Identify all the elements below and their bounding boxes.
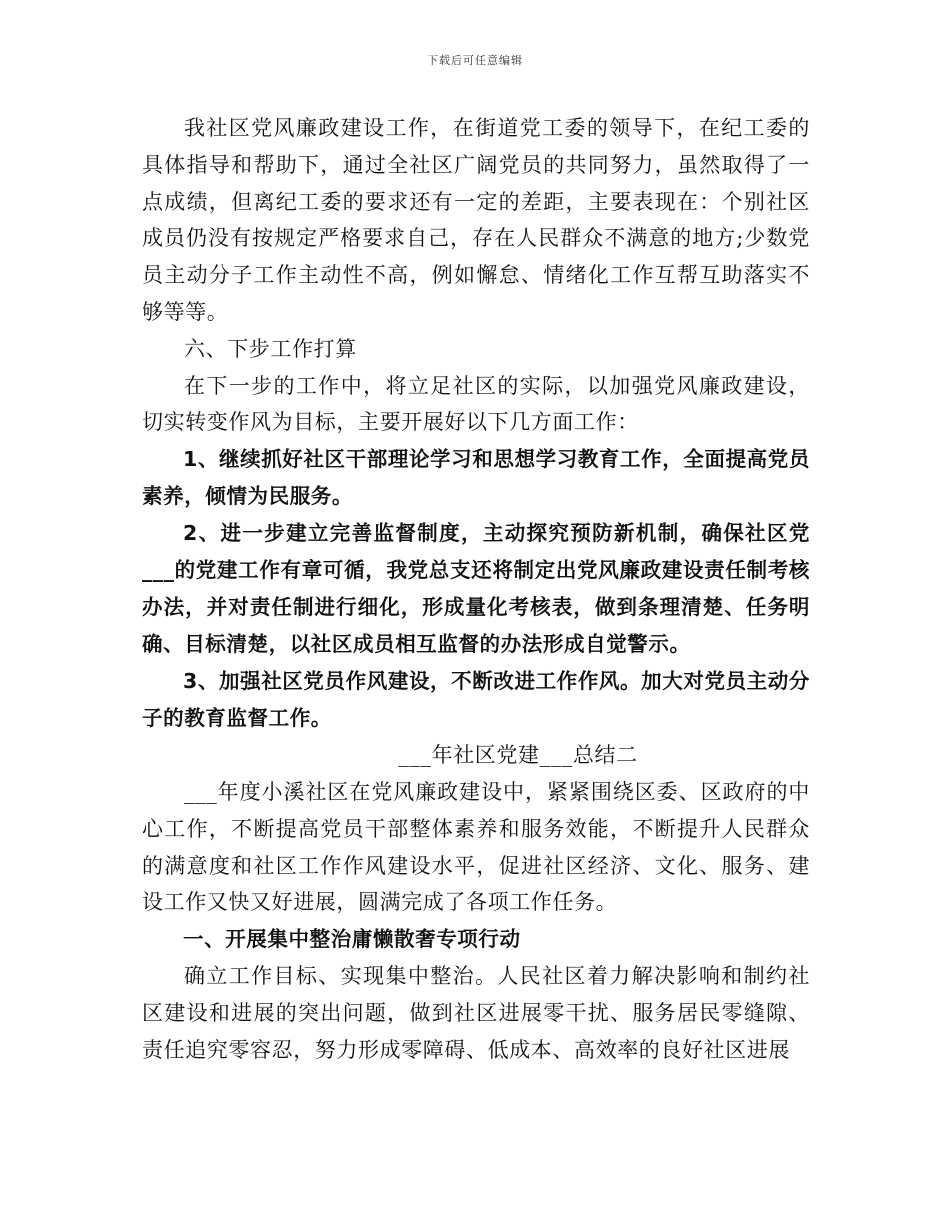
paragraph-goals: 确立工作目标、实现集中整治。人民社区着力解决影响和制约社区建设和进展的突出问题，做到社区进展零干扰、服务居民零缝隙、责任追究零容忍，努力形成零障碍、低成本、高效率的良好社区进展 [142, 964, 810, 1062]
document-body [142, 110, 810, 1069]
list-item-1: 1、继续抓好社区干部理论学习和思想学习教育工作，全面提高党员素养，倾情为民服务。 [142, 447, 810, 509]
list-item-3: 3、加强社区党员作风建设，不断改进工作作风。加大对党员主动分子的教育监督工作。 [142, 669, 810, 731]
paragraph-overview: ___年度小溪社区在党风廉政建设中，紧紧围绕区委、区政府的中心工作，不断提高党员干部整体素养和服务效能，不断提升人民群众的满意度和社区工作作风建设水平，促进社区经济、文化、服务、建设工作又快又好进展，圆满完成了各项工作任务。 [142, 779, 810, 915]
document-title-two: ___年社区党建___总结二 [398, 743, 638, 768]
section-heading-next-steps: 六、下步工作打算 [184, 336, 357, 361]
paragraph-summary: 我社区党风廉政建设工作，在街道党工委的领导下，在纪工委的具体指导和帮助下，通过全社区广阔党员的共同努力，虽然取得了一点成绩，但离纪工委的要求还有一定的差距，主要表现在：个别社区成员仍没有按规定严格要求自己，存在人民群众不满意的地方;少数党员主动分子工作主动性不高，例如懈怠、情绪化工作互帮互助落实不够等等。 [142, 116, 810, 324]
list-item-2: 2、进一步建立完善监督制度，主动探究预防新机制，确保社区党___的党建工作有章可循，我党总支还将制定出党风廉政建设责任制考核办法，并对责任制进行细化，形成量化考核表，做到条理清楚、任务明确、目标清楚，以社区成员相互监督的办法形成自觉警示。 [142, 521, 810, 657]
paragraph-next-steps-intro: 在下一步的工作中，将立足社区的实际，以加强党风廉政建设，切实转变作风为目标，主要开展好以下几方面工作： [142, 373, 810, 435]
page-header: 下载后可任意编辑 [427, 54, 523, 67]
section-heading-one: 一、开展集中整治庸懒散奢专项行动 [183, 927, 521, 952]
